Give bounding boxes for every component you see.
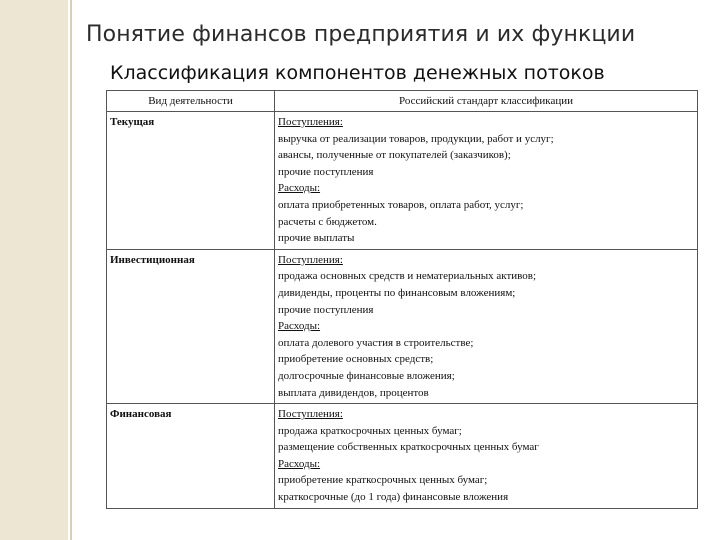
list-item: авансы, полученные от покупателей (заказчиков); xyxy=(278,149,511,162)
table-row xyxy=(107,112,698,250)
expense-label: Расходы: xyxy=(278,182,321,195)
list-item: прочие поступления xyxy=(278,165,374,178)
header-russian-standard: Российский стандарт классификации xyxy=(275,91,698,112)
list-item: размещение собственных краткосрочных ценных бумаг xyxy=(278,441,539,454)
classification-cell xyxy=(275,112,698,250)
activity-kind: Текущая xyxy=(107,112,275,250)
header-activity-type: Вид деятельности xyxy=(107,91,275,112)
list-item: выручка от реализации товаров, продукции, работ и услуг; xyxy=(278,132,554,145)
list-item: оплата долевого участия в строительстве; xyxy=(278,336,474,349)
expense-label: Расходы: xyxy=(278,457,321,470)
list-item: приобретение основных средств; xyxy=(278,353,434,366)
income-label: Поступления: xyxy=(278,116,343,128)
decorative-side-bar xyxy=(0,0,68,540)
expense-label: Расходы: xyxy=(278,320,321,333)
list-item: оплата приобретенных товаров, оплата работ, услуг; xyxy=(278,198,524,211)
activity-kind: Инвестиционная xyxy=(107,249,275,403)
classification-cell xyxy=(275,404,698,509)
slide-subtitle: Классификация компонентов денежных потоков xyxy=(110,62,605,84)
list-item: выплата дивидендов, процентов xyxy=(278,386,429,399)
list-item: дивиденды, проценты по финансовым вложениям; xyxy=(278,286,516,299)
decorative-side-line xyxy=(70,0,72,540)
list-item: краткосрочные (до 1 года) финансовые вложения xyxy=(278,491,509,504)
list-item: приобретение краткосрочных ценных бумаг; xyxy=(278,474,488,487)
list-item: долгосрочные финансовые вложения; xyxy=(278,369,455,382)
list-item: расчеты с бюджетом. xyxy=(278,215,377,228)
list-item: продажа краткосрочных ценных бумаг; xyxy=(278,424,462,437)
table-row xyxy=(107,404,698,509)
activity-kind: Финансовая xyxy=(107,404,275,509)
list-item: прочие выплаты xyxy=(278,232,355,245)
cash-flow-classification-table xyxy=(106,90,698,509)
slide-title: Понятие финансов предприятия и их функции xyxy=(86,22,636,47)
classification-cell xyxy=(275,249,698,403)
list-item: прочие поступления xyxy=(278,303,374,316)
income-label: Поступления: xyxy=(278,253,343,266)
list-item: продажа основных средств и нематериальных активов; xyxy=(278,270,537,283)
table-row xyxy=(107,249,698,403)
table-header-row xyxy=(107,91,698,112)
income-label: Поступления: xyxy=(278,408,343,421)
